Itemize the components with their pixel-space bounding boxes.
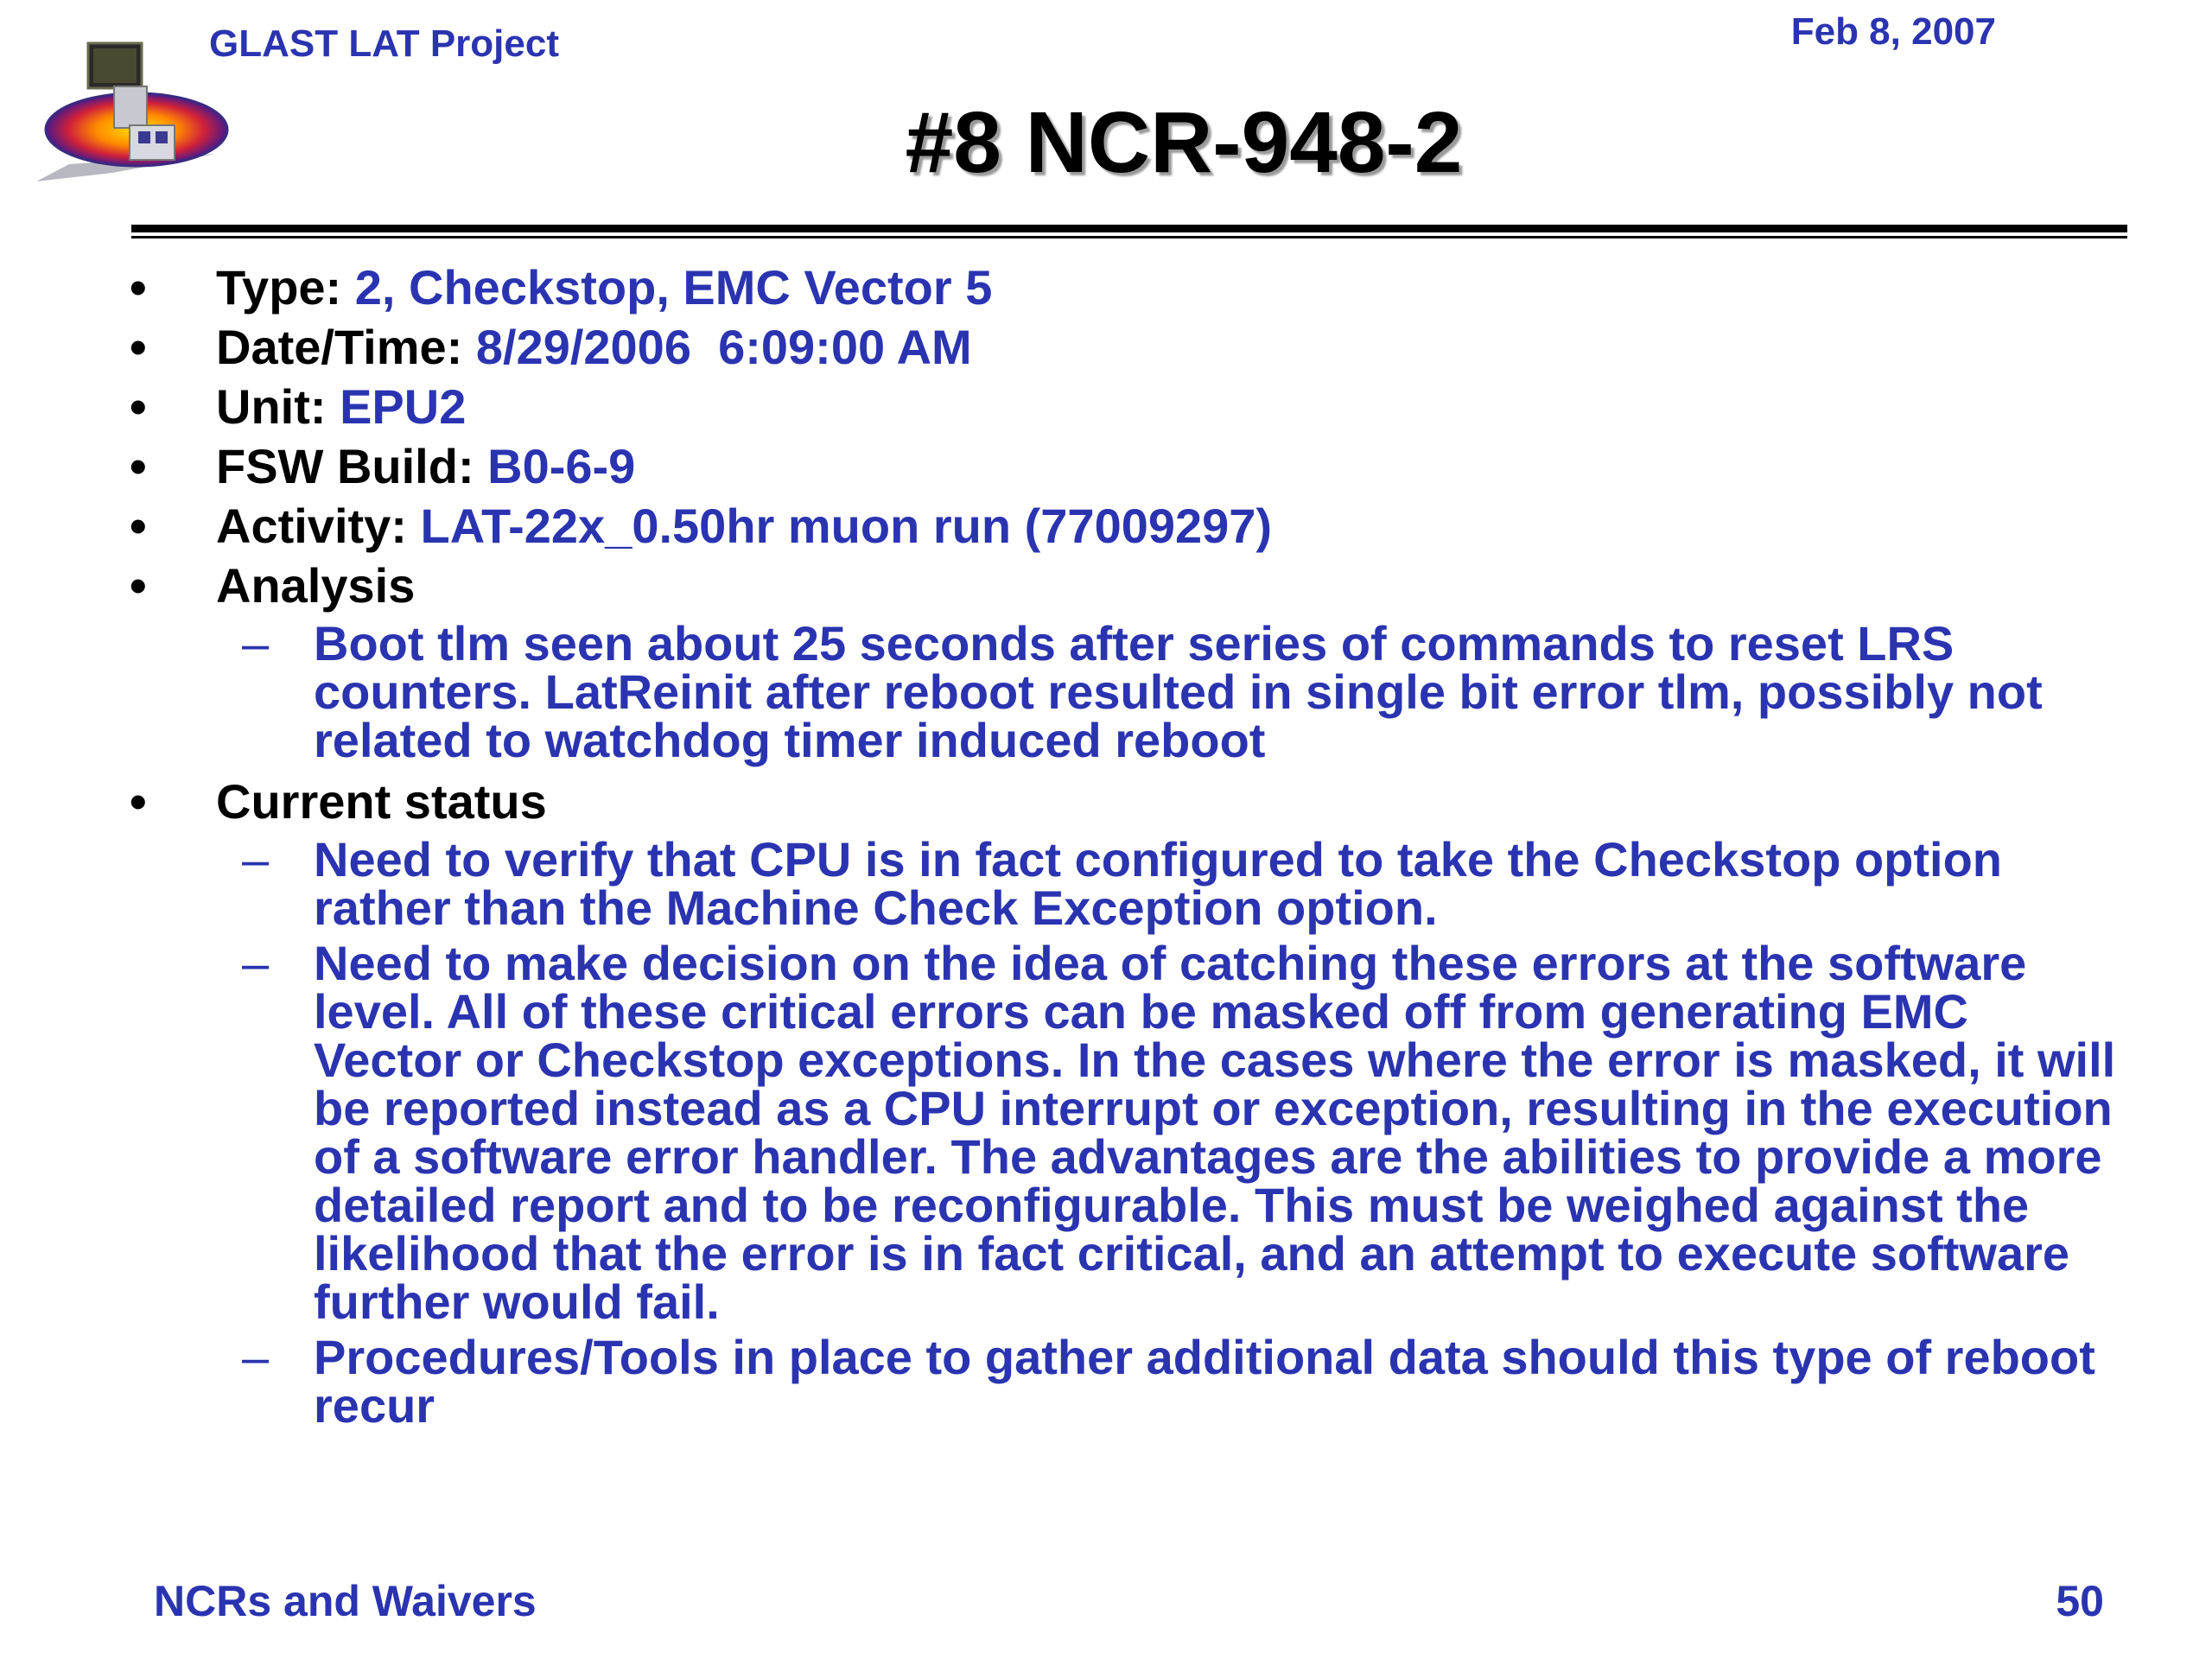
sub-item-status-2 (130, 936, 2126, 1329)
project-name: GLAST LAT Project (209, 22, 559, 65)
sub-item-text: Procedures/Tools in place to gather additional data should this type of reboot recur (314, 1330, 2095, 1433)
list-item-datetime (130, 317, 2126, 377)
dash-icon: – (242, 1330, 270, 1384)
bullet-icon: • (130, 439, 147, 493)
sub-item-text: Boot tlm seen about 25 seconds after series of commands to reset LRS counters. LatReinit after reboot resulted in single bit error tlm, possibly not related to watchdog timer induced reboot (314, 616, 2043, 767)
list-item-current-status (130, 772, 2126, 831)
slide-date: Feb 8, 2007 (1790, 10, 1996, 53)
slide-title: #8 NCR-948-2 (905, 94, 1463, 191)
item-value: 2, Checkstop, EMC Vector 5 (354, 260, 993, 315)
sub-item-status-3 (130, 1330, 2126, 1433)
bullet-icon: • (130, 320, 147, 374)
list-item-type (130, 257, 2126, 317)
sub-item-status-1 (130, 832, 2126, 935)
list-item-activity (130, 496, 2126, 556)
slide-body (130, 257, 2126, 1437)
list-item-fsw-build (130, 436, 2126, 496)
list-item-unit (130, 377, 2126, 436)
bullet-icon: • (130, 260, 147, 315)
bullet-icon: • (130, 774, 147, 829)
item-label: Type: (216, 260, 342, 315)
item-label: Date/Time: (216, 320, 463, 374)
dash-icon: – (242, 616, 270, 671)
item-value: 8/29/2006 6:09:00 AM (475, 320, 972, 374)
footer-section-title: NCRs and Waivers (154, 1577, 537, 1625)
item-value: LAT-22x_0.50hr muon run (77009297) (420, 499, 1273, 553)
dash-icon: – (242, 936, 270, 990)
item-label: FSW Build: (216, 439, 474, 493)
section-heading: Current status (216, 774, 547, 829)
sub-item-text: Need to make decision on the idea of catching these errors at the software level. All of these critical errors can be masked off from generating EMC Vector or Checkstop exceptions. In the cases where the error is masked, it will be reported instead as a CPU interrupt or exception, resulting in the execution of a software error handler. The advantages are the abilities to provide a more detailed report and to be reconfigurable. This must be weighed against the likelihood that the error is in fact critical, and an attempt to execute software further would fail. (314, 936, 2116, 1329)
dash-icon: – (242, 832, 270, 887)
item-value: EPU2 (340, 379, 467, 434)
sub-item-text: Need to verify that CPU is in fact configured to take the Checkstop option rather than the Machine Check Exception option. (314, 832, 2003, 935)
bullet-icon: • (130, 558, 147, 613)
bullet-icon: • (130, 379, 147, 434)
item-label: Unit: (216, 379, 327, 434)
sub-item-analysis-1 (130, 616, 2126, 767)
item-value: B0-6-9 (487, 439, 636, 493)
section-heading: Analysis (216, 558, 416, 613)
bullet-icon: • (130, 499, 147, 553)
list-item-analysis (130, 556, 2126, 615)
item-label: Activity: (216, 499, 407, 553)
title-divider (131, 225, 2127, 232)
page-number: 50 (2056, 1577, 2104, 1625)
title-divider-thin (131, 236, 2127, 238)
